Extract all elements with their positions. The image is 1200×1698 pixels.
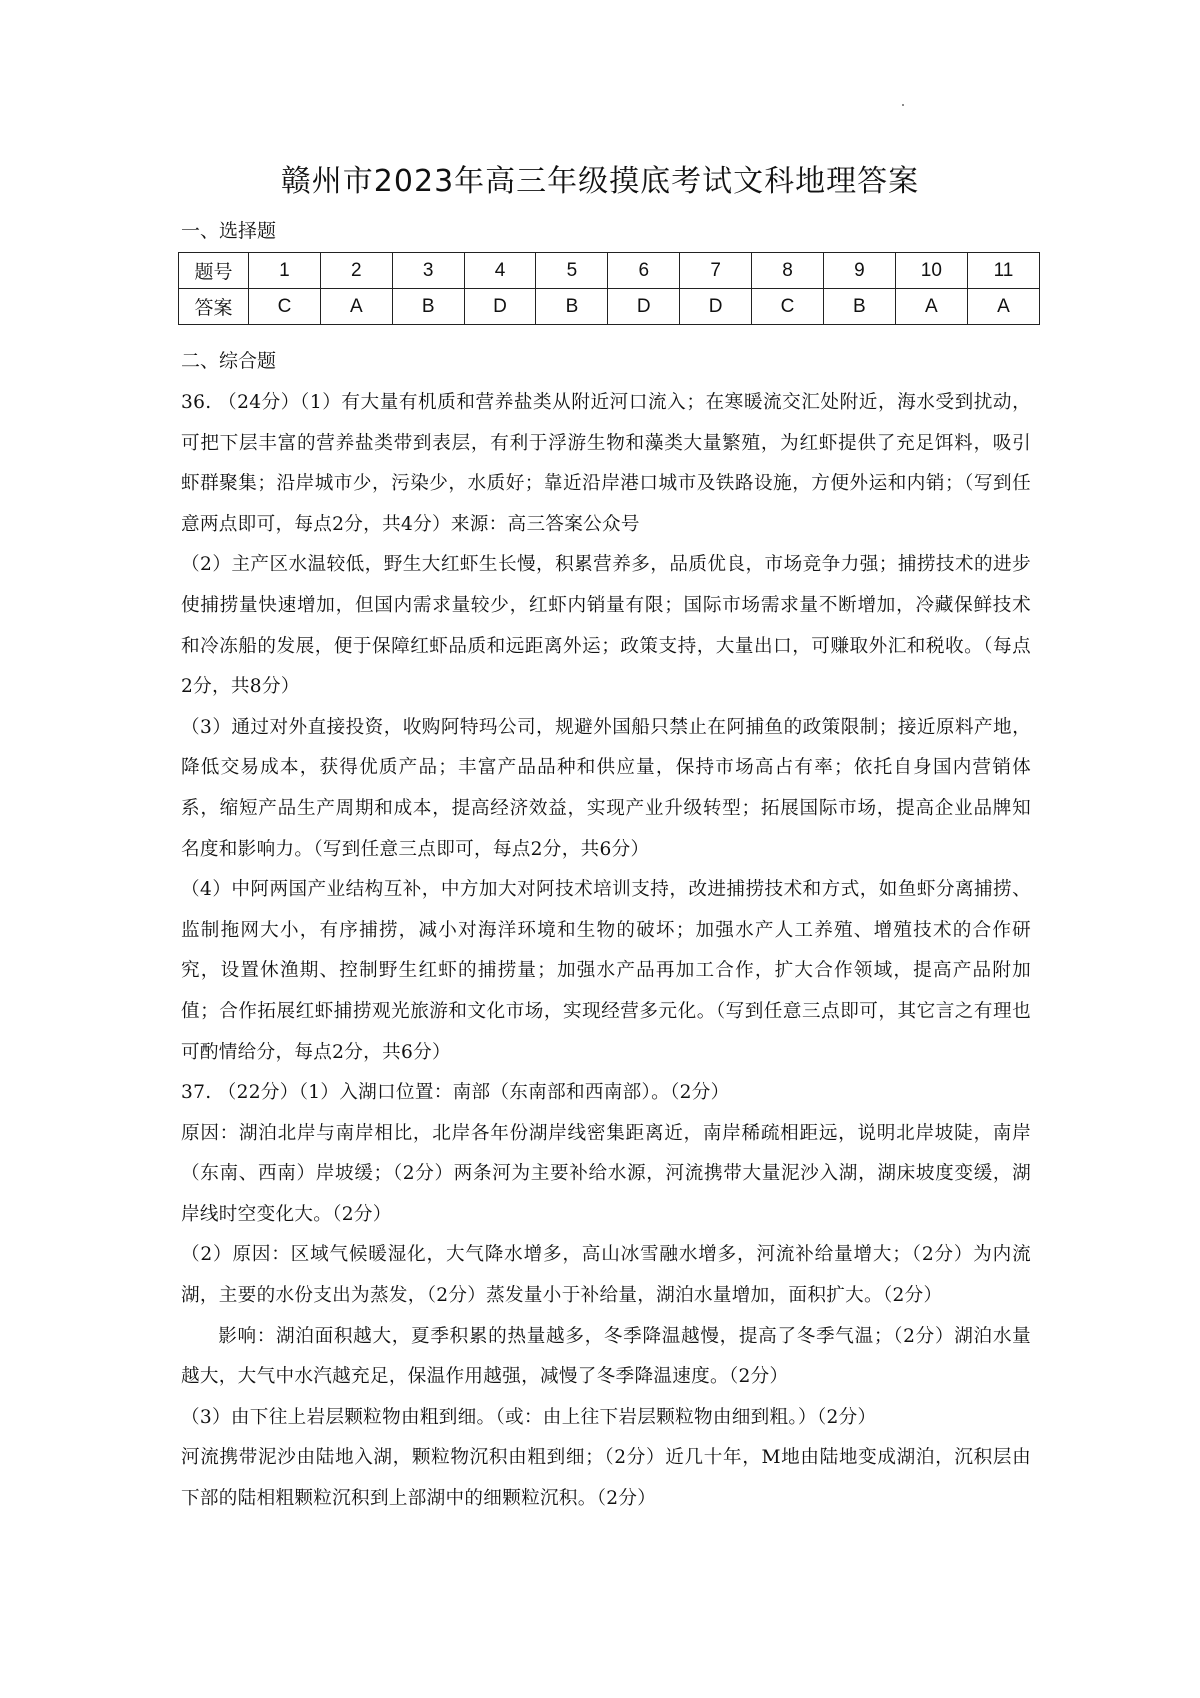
question-number-cell: 9 <box>823 253 895 289</box>
question-number-cell: 2 <box>320 253 392 289</box>
section-choice-label: 一、选择题 <box>181 220 277 242</box>
answer-paragraph-37-2: （2）原因：区域气候暖湿化，大气降水增多，高山冰雪融水增多，河流补给量增大；（2分）为内流湖，主要的水份支出为蒸发，（2分）蒸发量小于补给量，湖泊水量增加，面积扩大。（2分） <box>181 1244 1031 1307</box>
table-row-answers <box>179 289 1040 325</box>
answer-cell: A <box>967 289 1039 325</box>
table-header-cell: 题号 <box>179 253 249 289</box>
question-number-cell: 3 <box>392 253 464 289</box>
question-number-cell: 11 <box>967 253 1039 289</box>
section-comprehensive-label: 二、综合题 <box>181 350 277 372</box>
answer-paragraph-36-2: （2）主产区水温较低，野生大红虾生长慢，积累营养多，品质优良，市场竞争力强；捕捞技术的进步使捕捞量快速增加，但国内需求量较少，红虾内销量有限；国际市场需求量不断增加，冷藏保鲜技术和冷冻船的发展，便于保障红虾品质和远距离外运；政策支持，大量出口，可赚取外汇和税收。（每点2分，共8分） <box>181 554 1031 698</box>
table-answer-label-cell: 答案 <box>179 289 249 325</box>
answer-cell: D <box>464 289 536 325</box>
answer-cell: B <box>392 289 464 325</box>
answer-paragraph-36-1: 36. （24分）（1）有大量有机质和营养盐类从附近河口流入；在寒暖流交汇处附近，海水受到扰动，可把下层丰富的营养盐类带到表层，有利于浮游生物和藻类大量繁殖，为红虾提供了充足饵料，吸引虾群聚集；沿岸城市少，污染少，水质好；靠近沿岸港口城市及铁路设施，方便外运和内销；（写到任意两点即可，每点2分，共4分）来源：高三答案公众号 <box>181 392 1031 535</box>
answer-table <box>178 252 1040 325</box>
answer-cell: D <box>680 289 752 325</box>
answer-paragraph-36-4: （4）中阿两国产业结构互补，中方加大对阿技术培训支持，改进捕捞技术和方式，如鱼虾分离捕捞、监制拖网大小，有序捕捞，减小对海洋环境和生物的破坏；加强水产人工养殖、增殖技术的合作研究，设置休渔期、控制野生红虾的捕捞量；加强水产品再加工合作，扩大合作领域，提高产品附加值；合作拓展红虾捕捞观光旅游和文化市场，实现经营多元化。（写到任意三点即可，其它言之有理也可酌情给分，每点2分，共6分） <box>181 879 1031 1063</box>
answer-body <box>181 383 1031 1520</box>
answer-cell: B <box>823 289 895 325</box>
answer-cell: C <box>752 289 824 325</box>
question-number-cell: 10 <box>895 253 967 289</box>
answer-paragraph-37-1: 37. （22分）（1）入湖口位置：南部（东南部和西南部）。（2分） <box>181 1082 730 1104</box>
answer-cell: C <box>249 289 321 325</box>
answer-cell: A <box>320 289 392 325</box>
question-number-cell: 5 <box>536 253 608 289</box>
answer-paragraph-36-3: （3）通过对外直接投资，收购阿特玛公司，规避外国船只禁止在阿捕鱼的政策限制；接近原料产地，降低交易成本，获得优质产品；丰富产品品种和供应量，保持市场高占有率；依托自身国内营销体系，缩短产品生产周期和成本，提高经济效益，实现产业升级转型；拓展国际市场，提高企业品牌知名度和影响力。（写到任意三点即可，每点2分，共6分） <box>181 716 1031 860</box>
answer-cell: D <box>608 289 680 325</box>
question-number-cell: 6 <box>608 253 680 289</box>
scan-dot <box>902 104 904 106</box>
answer-paragraph-37-3-reason: 河流携带泥沙由陆地入湖，颗粒物沉积由粗到细；（2分）近几十年，M地由陆地变成湖泊，沉积层由下部的陆相粗颗粒沉积到上部湖中的细颗粒沉积。（2分） <box>181 1447 1031 1510</box>
answer-paragraph-37-2-impact: 影响：湖泊面积越大，夏季积累的热量越多，冬季降温越慢，提高了冬季气温；（2分）湖泊水量越大，大气中水汽越充足，保温作用越强，减慢了冬季降温速度。（2分） <box>181 1325 1031 1388</box>
answer-paragraph-37-3: （3）由下往上岩层颗粒物由粗到细。（或：由上往下岩层颗粒物由细到粗。）（2分） <box>181 1406 877 1428</box>
question-number-cell: 1 <box>249 253 321 289</box>
answer-cell: A <box>895 289 967 325</box>
answer-paragraph-37-1-reason: 原因：湖泊北岸与南岸相比，北岸各年份湖岸线密集距离近，南岸稀疏相距远，说明北岸坡陡，南岸（东南、西南）岸坡缓；（2分）两条河为主要补给水源，河流携带大量泥沙入湖，湖床坡度变缓，湖岸线时空变化大。（2分） <box>181 1122 1031 1225</box>
table-row-numbers <box>179 253 1040 289</box>
question-number-cell: 7 <box>680 253 752 289</box>
answer-cell: B <box>536 289 608 325</box>
page-title: 赣州市2023年高三年级摸底考试文科地理答案 <box>280 164 920 199</box>
question-number-cell: 4 <box>464 253 536 289</box>
question-number-cell: 8 <box>752 253 824 289</box>
